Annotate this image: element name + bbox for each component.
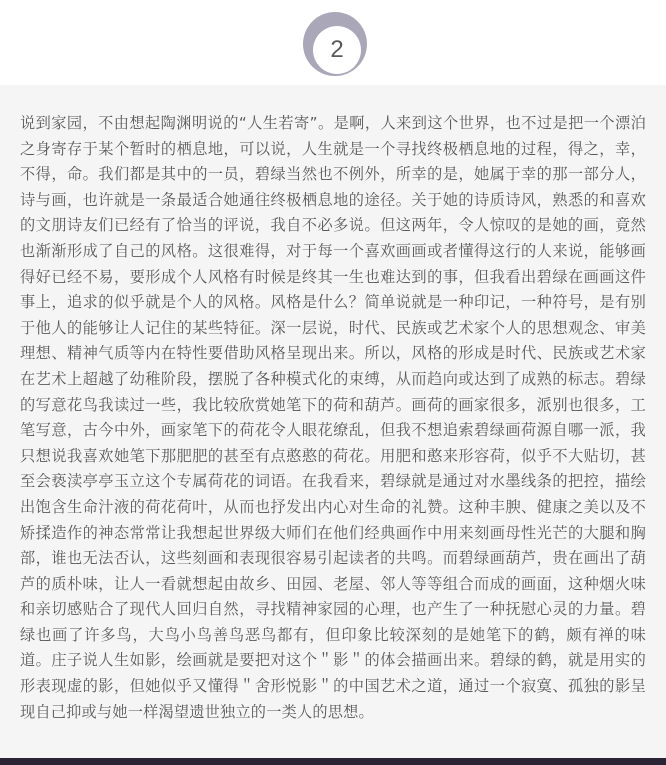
article-content [0, 85, 666, 758]
page-number: 2 [330, 36, 344, 63]
article-paragraph: 说到家园，不由想起陶渊明说的“人生若寄”。是啊，人来到这个世界，也不过是把一个漂泊之身寄存于某个暂时的栖息地，可以说，人生就是一个寻找终极栖息地的过程，得之，幸，不得，命。我们都是其中的一员，碧绿当然也不例外，所幸的是，她属于幸的那一部分人，诗与画，也许就是一条最适合她通往终极栖息地的途径。关于她的诗质诗风，熟悉的和喜欢的文朋诗友们已经有了恰当的评说，我自不必多说。但这两年，令人惊叹的是她的画，竟然也渐渐形成了自己的风格。这很难得，对于每一个喜欢画画或者懂得这行的人来说，能够画得好已经不易，要形成个人风格有时候是终其一生也难达到的事，但我看出碧绿在画画这件事上，追求的似乎就是个人的风格。风格是什么？简单说就是一种印记，一种符号，是有别于他人的能够让人记住的某些特征。深一层说，时代、民族或艺术家个人的思想观念、审美理想、精神气质等内在特性要借助风格呈现出来。所以，风格的形成是时代、民族或艺术家在艺术上超越了幼稚阶段，摆脱了各种模式化的束缚，从而趋向或达到了成熟的标志。碧绿的写意花鸟我读过一些，我比较欣赏她笔下的荷和葫芦。画荷的画家很多，派别也很多，工笔写意，古今中外，画家笔下的荷花令人眼花缭乱，但我不想追索碧绿画荷源自哪一派，我只想说我喜欢她笔下那肥肥的甚至有点憨憨的荷花。用肥和憨来形容荷，似乎不大贴切，甚至会亵渎亭亭玉立这个专属荷花的词语。在我看来，碧绿就是通过对水墨线条的把控，描绘出饱含生命汁液的荷花荷叶，从而也抒发出内心对生命的礼赞。这种丰腴、健康之美以及不矫揉造作的神态常常让我想起世界级大师们在他们经典画作中用来刻画母性光芒的大腿和胸部，谁也无法否认，这些刻画和表现很容易引起读者的共鸣。而碧绿画葫芦，贵在画出了葫芦的质朴味，让人一看就想起由故乡、田园、老屋、邻人等等组合而成的画面，这种烟火味和亲切感贴合了现代人回归自然，寻找精神家园的心理，也产生了一种抚慰心灵的力量。碧绿也画了许多鸟，大鸟小鸟善鸟恶鸟都有，但印象比较深刻的是她笔下的鹤，颇有禅的味道。庄子说人生如影，绘画就是要把对这个＂影＂的体会描画出来。碧绿的鹤，就是用实的形表现虚的影，但她似乎又懂得＂舍形悦影＂的中国艺术之道，通过一个寂寞、孤独的影呈现自己抑或与她一样渴望遗世独立的一类人的思想。 [20, 114, 646, 721]
page-header [0, 0, 666, 85]
footer-bar [0, 758, 666, 765]
page-number-badge [313, 26, 361, 74]
